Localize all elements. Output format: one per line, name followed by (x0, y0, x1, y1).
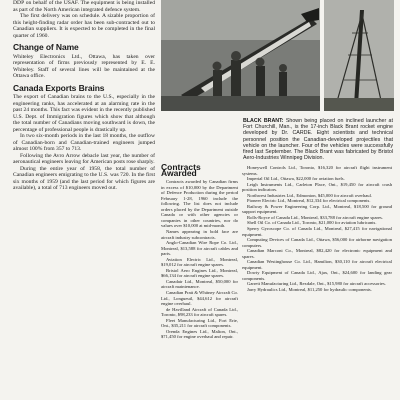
contracts-paragraph-10: Orenda Engines Ltd., Malton, Ont., $71,450 for engine overhaul and repair. (161, 328, 238, 340)
photo-rocket-launch-image (161, 0, 320, 111)
change-of-name-paragraph: Whiteley Electronics Ltd., Ottawa, has taken over representation of firms previously represented by E. E. Whiteley. Staff of several lines will be maintained at the Ottawa office. (13, 53, 155, 79)
right-paragraph-9: Sperry Gyroscope Co. of Canada Ltd., Montreal, $27,415 for navigational equipment. (242, 226, 392, 237)
caption-bold-lead: BLACK BRANT: (243, 118, 284, 124)
right-paragraph-7: Rolls-Royce of Canada Ltd., Montreal, $33,788 for aircraft engine spares. (247, 214, 383, 220)
right-paragraph-5: Pioneer Electric Ltd., Montreal, $12,334 for electrical components. (247, 198, 371, 204)
heading-contracts-awarded: Contracts Awarded (161, 162, 201, 178)
brains-paragraph-3: Following the Avro Arrow debacle last year, the number of aeronautical engineers leaving for American posts rose sharply. (13, 152, 155, 165)
contracts-paragraph-1: Contracts awarded by Canadian firms in excess of $10,000 by the Department of Defence Production during the period February 1-28, 1960 include the following. The list does not include orders placed by the Department outside Canada or with other agencies or companies in other countries, nor do values over $10,000 at mid-month. (161, 179, 238, 229)
right-paragraph-13: Dowty Equipment of Canada Ltd., Ajax, Ont., $24,600 for landing gear components. (242, 270, 392, 281)
contracts-paragraph-4: Aviation Electric Ltd., Montreal, $19,012 for aircraft engine spares. (161, 256, 238, 268)
photo-rocket-launch (161, 0, 320, 111)
contracts-column (161, 162, 238, 340)
right-paragraph-6: Railway & Power Engineering Corp. Ltd., Montreal, $18,500 for ground support equipment. (242, 203, 392, 215)
right-paragraph-15: Jarry Hydraulics Ltd., Montreal, $11,250 for hydraulic components. (247, 287, 372, 293)
right-column (242, 165, 392, 293)
right-paragraph-12: Canadian Westinghouse Co. Ltd., Hamilton, $30,110 for aircraft electrical equipment. (242, 259, 392, 270)
contracts-paragraph-2: Names appearing in bold face are aircraft industry subcontracts. (161, 229, 238, 240)
left-column (13, 0, 155, 192)
right-paragraph-10: Computing Devices of Canada Ltd., Ottawa, $56,000 for airborne navigation computers. (242, 237, 392, 248)
right-paragraph-1: Honeywell Controls Ltd., Toronto, $16,320 for aircraft flight instrument systems. (242, 165, 392, 176)
intro-paragraph: DDP on behalf of the USAF. The equipment is being installed as part of the North American integrated defence system. (13, 0, 155, 13)
right-paragraph-8: Shell Oil Co. of Canada Ltd., Toronto, $21,000 for aviation lubricants. (247, 220, 377, 226)
right-paragraph-14: Garrett Manufacturing Ltd., Rexdale, Ont., $15,980 for aircraft accessories. (247, 281, 386, 287)
contracts-paragraph-8: de Havilland Aircraft of Canada Ltd., Toronto, $98,233 for aircraft spares. (161, 306, 238, 318)
contracts-paragraph-7: Canadian Pratt & Whitney Aircraft Co. Ltd., Longueuil, $44,612 for aircraft engine overhaul. (161, 290, 238, 307)
right-paragraph-4: Northwest Industries Ltd., Edmonton, $45,000 for aircraft overhaul. (247, 192, 373, 198)
photo-launcher-tower (324, 0, 394, 111)
intro-paragraph-2: The first delivery was on schedule. A sizable proportion of this height-finding radar order has been sub-contracted out to Canadian suppliers. It is expected to be completed in the final quarter of 1960. (13, 13, 155, 39)
brains-paragraph-2: In two six-month periods in the last 18 months, the outflow of Canadian-born and Canadian-trained engineers jumped almost 100% from 357 to 713. (13, 133, 155, 152)
contracts-paragraph-5: Bristol Aero Engines Ltd., Montreal, $66,134 for aircraft engine spares. (161, 267, 238, 279)
brains-paragraph-1: The export of Canadian brains to the U.S., especially in the engineering ranks, has accelerated at an alarming rate in the past 24 months. This fact was evident in the recently published U.S. Dept. of Immigration figures which show that although the total number of Canadians moving southward is down, the percentage of professional people is drastically up. (13, 94, 155, 133)
contracts-paragraph-3: Anglo-Canadian Wire Rope Co. Ltd., Montreal, $13,588 for aircraft cables and parts. (161, 240, 238, 257)
photo-launcher-tower-image (324, 0, 394, 111)
contracts-paragraph-6: Canadair Ltd., Montreal, $50,000 for aircraft maintenance. (161, 278, 238, 290)
photo-caption (243, 118, 393, 161)
brains-paragraph-4: During the entire year of 1958, the total number of Canadian engineers emigrating to the U.S. was 720. In the first six months of 1959 (and the last period for which figures are available), a total of 713 engineers moved out. (13, 165, 155, 191)
right-paragraph-11: Canadian Marconi Co., Montreal, $82,420 for electronic equipment and spares. (242, 248, 392, 259)
right-paragraph-2: Imperial Oil Ltd., Ottawa, $22,000 for aviation fuels. (247, 176, 345, 182)
heading-change-of-name: Change of Name (13, 42, 79, 52)
contracts-paragraph-9: Fleet Manufacturing Ltd., Fort Erie, Ont., $35,211 for aircraft components. (161, 317, 238, 329)
caption-text: Shown being placed on inclined launcher at Fort Churchill, Man., is the 17-inch Black Brant rocket engine developed by Dr. CARDE. Eight scientists and technical personnel position the Canadian-developed projectiles that vehicle on the launcher. Four of the vehicles were successfully fired last September. The Black Brant was fabricated by Bristol Aero-Industries Winnipeg Division. (243, 118, 393, 162)
right-paragraph-3: Leigh Instruments Ltd., Carleton Place, Ont., $19,450 for aircraft crash position indicators. (242, 181, 392, 193)
heading-canada-exports-brains: Canada Exports Brains (13, 82, 105, 93)
